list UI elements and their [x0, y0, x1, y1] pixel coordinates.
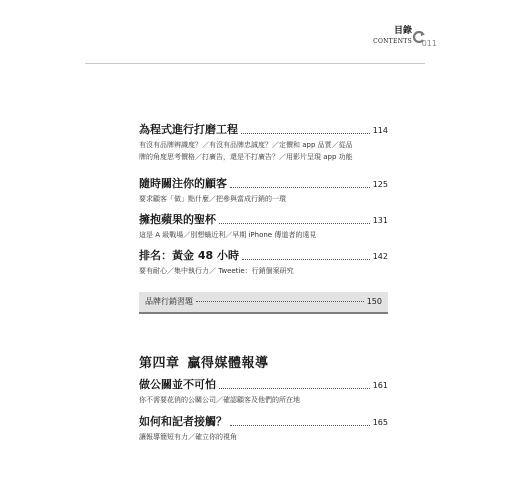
entry-page: 165 — [372, 418, 388, 427]
entry-title: 排名：黃金 48 小時 — [139, 249, 239, 262]
dot-leader — [230, 424, 370, 426]
dot-leader — [242, 258, 370, 260]
chapter-number: 第四章 — [139, 356, 180, 371]
dot-leader — [219, 387, 370, 389]
entry-description-line: 有沒有品牌辨識度？／有沒有品牌忠誠度？／定價和 app 品質／從品 — [139, 141, 353, 149]
entry-title: 隨時關注你的顧客 — [139, 177, 227, 190]
case-study-page: 150 — [366, 297, 382, 306]
dot-leader — [241, 132, 370, 134]
toc-entry[interactable] — [139, 378, 388, 406]
entry-description-line: 要有耐心／集中執行力／ Tweetie：行銷個案研究 — [139, 267, 294, 275]
entry-title: 做公關並不可怕 — [139, 378, 216, 391]
case-study-title: 品牌行銷習題 — [145, 297, 193, 306]
entry-page: 131 — [372, 216, 388, 225]
dot-leader — [196, 300, 364, 302]
entry-description-line: 你不需要花俏的公關公司／確認顧客及他們的所在地 — [139, 396, 300, 404]
entry-page: 142 — [372, 252, 388, 261]
entry-page: 161 — [372, 381, 388, 390]
dot-leader — [219, 222, 370, 224]
case-study-box[interactable] — [139, 292, 388, 314]
entry-title: 擁抱蘋果的聖杯 — [139, 213, 216, 226]
header-subtitle: CONTENTS — [373, 38, 412, 45]
entry-description-line: 讓報導簡短有力／確立你的視角 — [139, 433, 237, 441]
page-number: 011 — [421, 39, 437, 48]
header-divider — [85, 63, 425, 64]
toc-entry[interactable] — [139, 415, 388, 443]
toc-entry[interactable] — [139, 123, 388, 163]
entry-page: 125 — [372, 180, 388, 189]
chapter-heading[interactable] — [139, 352, 269, 371]
entry-description-line: 要求顧客「做」點什麼／把參與當成行銷的一環 — [139, 195, 286, 203]
chapter-title: 贏得媒體報導 — [187, 356, 269, 371]
entry-page: 114 — [372, 126, 388, 135]
header-title: 目錄 — [393, 26, 412, 36]
entry-description-line: 牌的角度思考價格／打廣告，還是不打廣告？／用影片呈現 app 功能 — [139, 153, 353, 161]
toc-entry[interactable] — [139, 213, 388, 241]
entry-title: 為程式進行打磨工程 — [139, 123, 238, 136]
toc-entry[interactable] — [139, 249, 388, 277]
entry-title: 如何和記者接觸？ — [139, 415, 227, 428]
toc-entry[interactable] — [139, 177, 388, 205]
entry-description-line: 這是 A 級戰場／別想蝸近利／早期 iPhone 傳道者的遠見 — [139, 231, 317, 239]
running-header — [373, 26, 412, 46]
dot-leader — [230, 186, 370, 188]
